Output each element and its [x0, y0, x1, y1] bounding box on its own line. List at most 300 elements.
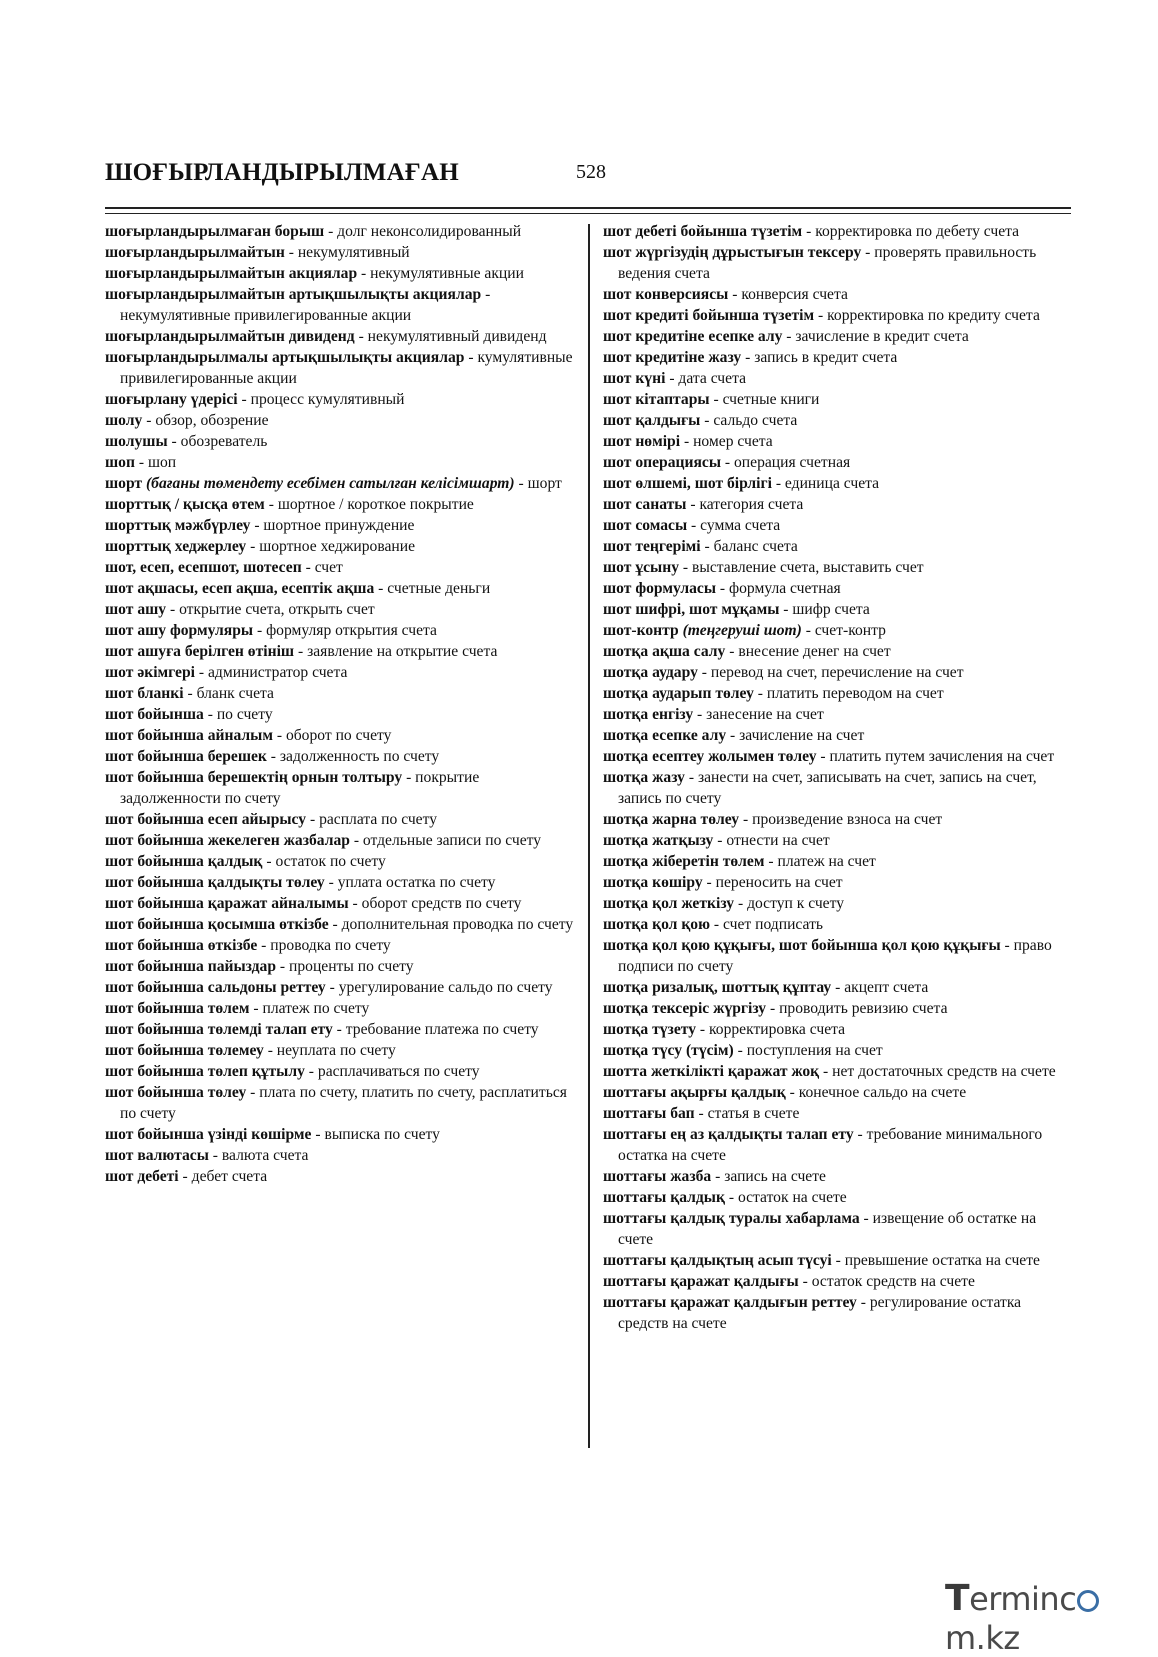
entry-separator: - — [481, 286, 491, 303]
logo-letter-t: T — [945, 1578, 970, 1619]
entry-separator: - — [250, 517, 264, 534]
entry-definition: корректировка по кредиту счета — [827, 307, 1040, 324]
entry-separator: - — [753, 685, 767, 702]
entry-term: шолу — [105, 412, 143, 429]
dictionary-entry — [603, 494, 1073, 515]
entry-definition: задолженность по счету — [279, 748, 440, 765]
entry-separator: - — [237, 391, 251, 408]
entry-term: шот кітаптары — [603, 391, 710, 408]
dictionary-entry — [105, 599, 575, 620]
entry-separator: - — [264, 496, 278, 513]
dictionary-entry — [603, 977, 1073, 998]
entry-term: шот шифрі, шот мұқамы — [603, 601, 780, 618]
dictionary-entry — [603, 599, 1073, 620]
entry-definition: доступ к счету — [747, 895, 845, 912]
dictionary-entry — [105, 935, 575, 956]
entry-definition: дополнительная проводка по счету — [341, 916, 574, 933]
entry-term: шот-контр — [603, 622, 679, 639]
entry-term: шот бойынша үзінді көшірме — [105, 1126, 312, 1143]
entry-definition: выписка по счету — [324, 1126, 440, 1143]
entry-term: шоғырландырылмайтын артықшылықты акциялар — [105, 286, 482, 303]
dictionary-entry — [603, 1082, 1073, 1103]
entry-definition: сумма счета — [700, 517, 781, 534]
entry-separator: - — [304, 1063, 318, 1080]
entry-separator: - — [697, 664, 711, 681]
entry-term: шот теңгерімі — [603, 538, 701, 555]
entry-separator: - — [246, 1084, 260, 1101]
entry-definition: формула счетная — [729, 580, 841, 597]
entry-definition: перевод на счет, перечисление на счет — [710, 664, 964, 681]
dictionary-entry — [105, 473, 575, 494]
dictionary-entry — [105, 389, 575, 410]
header-rule-thin — [105, 213, 1071, 214]
entry-term: шоттағы бап — [603, 1105, 695, 1122]
entry-separator: - — [266, 748, 280, 765]
entry-term: шорттық / қысқа өтем — [105, 496, 265, 513]
entry-definition: остаток средств на счете — [811, 1273, 975, 1290]
entry-definition: платить переводом на счет — [766, 685, 944, 702]
entry-definition: конверсия счета — [741, 286, 848, 303]
entry-separator: - — [856, 1294, 870, 1311]
entry-term: шотқа тексеріс жүргізу — [603, 1000, 767, 1017]
entry-definition: зачисление на счет — [739, 727, 865, 744]
dictionary-entry — [105, 1145, 575, 1166]
termincom-logo — [945, 1578, 1158, 1657]
entry-separator: - — [203, 706, 217, 723]
entry-term: шот формуласы — [603, 580, 717, 597]
dictionary-entry — [603, 809, 1073, 830]
entry-separator: - — [679, 559, 692, 576]
entry-separator: - — [716, 580, 730, 597]
entry-definition: уплата остатка по счету — [337, 874, 496, 891]
dictionary-entry — [603, 515, 1073, 536]
entry-separator: - — [284, 244, 298, 261]
entry-term: шотқа ризалық, шоттық құптау — [603, 979, 832, 996]
entry-separator: - — [721, 454, 734, 471]
entry-separator: - — [167, 433, 181, 450]
entry-definition: выставление счета, выставить счет — [692, 559, 924, 576]
entry-definition: операция счетная — [734, 454, 851, 471]
dictionary-entry — [603, 746, 1073, 767]
entry-term: шот бойынша төлемді талап ету — [105, 1021, 333, 1038]
entry-term: шотқа қол қою — [603, 916, 711, 933]
dictionary-entry — [105, 725, 575, 746]
entry-separator: - — [831, 1252, 845, 1269]
entry-separator: - — [301, 559, 315, 576]
entry-separator: - — [687, 517, 701, 534]
entry-definition: некумулятивный — [297, 244, 410, 261]
entry-term: шот ұсыну — [603, 559, 679, 576]
entry-separator: - — [249, 1000, 263, 1017]
dictionary-entry — [105, 977, 575, 998]
entry-definition: остаток по счету — [275, 853, 386, 870]
entry-definition: право подписи по счету — [618, 937, 1052, 975]
entry-separator: - — [684, 769, 698, 786]
dictionary-entry — [603, 221, 1073, 242]
entry-separator: - — [694, 1105, 708, 1122]
entry-separator: - — [324, 874, 338, 891]
dictionary-entry — [603, 536, 1073, 557]
entry-term: шот күні — [603, 370, 666, 387]
entry-term: шоп — [105, 454, 135, 471]
dictionary-entry — [603, 431, 1073, 452]
dictionary-entry — [105, 1019, 575, 1040]
dictionary-entry — [105, 662, 575, 683]
entry-term: шорттық хеджерлеу — [105, 538, 247, 555]
dictionary-entry — [603, 1187, 1073, 1208]
entry-separator: - — [262, 853, 276, 870]
entry-definition: проводка по счету — [270, 937, 391, 954]
entry-term: шот ақшасы, есеп ақша, есептік ақша — [105, 580, 375, 597]
entry-definition: шортное принуждение — [263, 517, 415, 534]
entry-term: шотқа ақша салу — [603, 643, 726, 660]
entry-term: шот бойынша — [105, 706, 204, 723]
dictionary-entry — [105, 620, 575, 641]
entry-separator: - — [328, 916, 342, 933]
entry-term: шотқа түзету — [603, 1021, 696, 1038]
entry-term: шотта жеткілікті қаражат жоқ — [603, 1063, 820, 1080]
entry-definition: администратор счета — [207, 664, 348, 681]
entry-separator: - — [325, 979, 339, 996]
entry-definition: по счету — [216, 706, 273, 723]
entry-term: шот ашу формуляры — [105, 622, 254, 639]
entry-separator: - — [306, 811, 320, 828]
entry-definition: сальдо счета — [713, 412, 798, 429]
entry-separator: - — [724, 1189, 738, 1206]
entry-definition: платеж на счет — [777, 853, 876, 870]
dictionary-entry — [603, 347, 1073, 368]
entry-term: шот нөмірі — [603, 433, 681, 450]
entry-separator: - — [263, 1042, 277, 1059]
dictionary-entry — [105, 1124, 575, 1145]
entry-definition: бланк счета — [196, 685, 274, 702]
entry-separator: - — [779, 601, 793, 618]
entry-separator: - — [294, 643, 308, 660]
entry-definition: шоп — [147, 454, 177, 471]
dictionary-entry — [603, 725, 1073, 746]
entry-separator: - — [801, 622, 815, 639]
entry-definition: превышение остатка на счете — [844, 1252, 1040, 1269]
entry-term: шоттағы қалдық — [603, 1189, 725, 1206]
entry-term: шотқа жарна төлеу — [603, 811, 740, 828]
dictionary-entry — [603, 1292, 1073, 1334]
entry-separator: - — [194, 664, 208, 681]
entry-term: шот бойынша есеп айырысу — [105, 811, 307, 828]
entry-separator: - — [710, 916, 724, 933]
entry-term: шоғырландырылмалы артықшылықты акциялар — [105, 349, 465, 366]
entry-separator: - — [332, 1021, 346, 1038]
entry-separator: - — [166, 601, 180, 618]
dictionary-entry — [105, 1166, 575, 1187]
entry-term: шот бойынша берешек — [105, 748, 267, 765]
dictionary-entry — [105, 557, 575, 578]
entry-definition: произведение взноса на счет — [752, 811, 943, 828]
entry-separator: - — [709, 391, 723, 408]
entry-definition: конечное сальдо на счете — [798, 1084, 967, 1101]
dictionary-entry — [105, 410, 575, 431]
dictionary-entry — [603, 578, 1073, 599]
entry-term: шотқа түсу (түсім) — [603, 1042, 734, 1059]
dictionary-entry — [603, 620, 1073, 641]
entry-term: шот валютасы — [105, 1147, 209, 1164]
entry-separator: - — [349, 832, 363, 849]
entry-definition: оборот средств по счету — [361, 895, 522, 912]
dictionary-entry — [603, 368, 1073, 389]
dictionary-entry — [603, 1271, 1073, 1292]
entry-definition: некумулятивный дивиденд — [367, 328, 547, 345]
entry-separator: - — [785, 1084, 799, 1101]
entry-note: (бағаны төмендету есебімен сатылған келісімшарт) — [142, 475, 515, 492]
entry-separator: - — [733, 1042, 747, 1059]
dictionary-entry — [105, 221, 575, 242]
entry-definition: обозреватель — [180, 433, 268, 450]
entry-definition: шифр счета — [792, 601, 870, 618]
entry-term: шот кредиті бойынша түзетім — [603, 307, 815, 324]
entry-definition: шортное хеджирование — [259, 538, 416, 555]
entry-separator: - — [725, 643, 739, 660]
dictionary-entry — [603, 305, 1073, 326]
entry-separator: - — [859, 1210, 873, 1227]
entry-term: шот бойынша төлем — [105, 1000, 250, 1017]
entry-term: шот бойынша пайыздар — [105, 958, 276, 975]
entry-definition: требование платежа по счету — [345, 1021, 539, 1038]
entry-definition: запись в кредит счета — [754, 349, 898, 366]
entry-definition: плата по счету, платить по счету, расплатиться по счету — [120, 1084, 567, 1122]
entry-definition: внесение денег на счет — [738, 643, 891, 660]
dictionary-entry — [603, 1208, 1073, 1250]
entry-definition: отдельные записи по счету — [362, 832, 542, 849]
entry-separator: - — [734, 895, 748, 912]
entry-term: шот кредитіне есепке алу — [603, 328, 783, 345]
dictionary-entry — [105, 830, 575, 851]
entry-separator: - — [798, 1273, 812, 1290]
entry-separator: - — [711, 1168, 725, 1185]
dictionary-entry — [105, 578, 575, 599]
dictionary-entry — [105, 452, 575, 473]
entry-definition: зачисление в кредит счета — [795, 328, 969, 345]
entry-term: шот бойынша қосымша өткізбе — [105, 916, 329, 933]
entry-separator: - — [700, 412, 714, 429]
entry-separator: - — [1000, 937, 1014, 954]
dictionary-entry — [603, 683, 1073, 704]
dictionary-entry — [105, 326, 575, 347]
dictionary-entry — [105, 1082, 575, 1124]
entry-term: шоғырландырылмайтын — [105, 244, 285, 261]
dictionary-entry — [105, 242, 575, 263]
entry-term: шоттағы қаражат қалдығын реттеу — [603, 1294, 857, 1311]
entry-definition: урегулирование сальдо по счету — [338, 979, 553, 996]
entry-separator: - — [354, 328, 368, 345]
entry-definition: номер счета — [693, 433, 773, 450]
entry-term: шолушы — [105, 433, 168, 450]
entry-term: шотқа аудару — [603, 664, 698, 681]
dictionary-entry — [603, 893, 1073, 914]
entry-separator: - — [134, 454, 148, 471]
entry-separator: - — [272, 727, 286, 744]
dictionary-entry — [105, 872, 575, 893]
entry-definition: запись на счете — [724, 1168, 826, 1185]
entry-definition: счет подписать — [723, 916, 823, 933]
entry-definition: дата счета — [678, 370, 746, 387]
entry-term: шотқа есепке алу — [603, 727, 727, 744]
entry-term: шотқа қол қою құқығы, шот бойынша қол қою құқығы — [603, 937, 1001, 954]
entry-separator: - — [726, 727, 740, 744]
dictionary-entry — [603, 662, 1073, 683]
entry-separator: - — [514, 475, 528, 492]
entry-definition: дебет счета — [191, 1168, 268, 1185]
entry-term: шоттағы ақырғы қалдық — [603, 1084, 786, 1101]
entry-definition: некумулятивные акции — [370, 265, 524, 282]
entry-separator: - — [464, 349, 478, 366]
dictionary-entry — [603, 473, 1073, 494]
entry-term: шорттық мәжбүрлеу — [105, 517, 251, 534]
entry-definition: занести на счет, записывать на счет, запись на счет, запись по счету — [618, 769, 1037, 807]
dictionary-entry — [105, 1061, 575, 1082]
dictionary-entry — [603, 935, 1073, 977]
entry-definition: неуплата по счету — [276, 1042, 396, 1059]
entry-definition: единица счета — [784, 475, 880, 492]
entry-separator: - — [348, 895, 362, 912]
dictionary-entry — [603, 452, 1073, 473]
entry-term: шот операциясы — [603, 454, 721, 471]
dictionary-entry — [105, 1040, 575, 1061]
entry-definition: занесение на счет — [706, 706, 824, 723]
right-column — [603, 221, 1073, 1334]
logo-text-end: m.kz — [945, 1619, 1020, 1657]
entry-definition: шорт — [527, 475, 562, 492]
dictionary-entry — [603, 872, 1073, 893]
entry-term: шот, есеп, есепшот, шотесеп — [105, 559, 302, 576]
entry-separator: - — [702, 874, 716, 891]
entry-separator: - — [253, 622, 267, 639]
page-title: ШОҒЫРЛАНДЫРЫЛМАҒАН — [105, 159, 459, 186]
entry-definition: отнести на счет — [726, 832, 830, 849]
entry-term: шот бойынша қалдықты төлеу — [105, 874, 325, 891]
entry-separator: - — [208, 1147, 222, 1164]
entry-term: шот ашуға берілген өтініш — [105, 643, 295, 660]
entry-separator: - — [680, 433, 694, 450]
entry-definition: процесс кумулятивный — [250, 391, 405, 408]
entry-definition: счет-контр — [814, 622, 886, 639]
dictionary-entry — [603, 704, 1073, 725]
dictionary-entry — [603, 1250, 1073, 1271]
entry-definition: счетные деньги — [387, 580, 491, 597]
entry-definition: долг неконсолидированный — [337, 223, 522, 240]
dictionary-entry — [105, 746, 575, 767]
entry-term: шот қалдығы — [603, 412, 701, 429]
entry-definition: нет достаточных средств на счете — [832, 1063, 1056, 1080]
entry-definition: извещение об остатке на счете — [618, 1210, 1037, 1248]
entry-term: шот бойынша өткізбе — [105, 937, 258, 954]
entry-separator: - — [257, 937, 271, 954]
entry-separator: - — [802, 223, 816, 240]
dictionary-entry — [603, 1124, 1073, 1166]
dictionary-entry — [105, 956, 575, 977]
dictionary-entry — [603, 242, 1073, 284]
header-rule-thick — [105, 207, 1071, 209]
entry-definition: платить путем зачисления на счет — [829, 748, 1055, 765]
entry-term: шот бойынша қаражат айналымы — [105, 895, 349, 912]
entry-separator: - — [276, 958, 289, 975]
entry-term: шоғырлану үдерісі — [105, 391, 238, 408]
entry-term: шот өлшемі, шот бірлігі — [603, 475, 772, 492]
dictionary-entry — [105, 998, 575, 1019]
entry-term: шот санаты — [603, 496, 687, 513]
entry-separator: - — [771, 475, 785, 492]
entry-separator: - — [374, 580, 388, 597]
entry-term: шот сомасы — [603, 517, 688, 534]
entry-separator: - — [739, 811, 753, 828]
entry-definition: акцепт счета — [844, 979, 929, 996]
entry-separator: - — [764, 853, 778, 870]
entry-separator: - — [402, 769, 416, 786]
entry-term: шот бойынша берешектің орнын толтыру — [105, 769, 403, 786]
entry-definition: расплачиваться по счету — [317, 1063, 480, 1080]
entry-term: шорт — [105, 475, 143, 492]
dictionary-entry — [105, 536, 575, 557]
entry-separator: - — [178, 1168, 192, 1185]
dictionary-entry — [105, 893, 575, 914]
dictionary-entry — [603, 641, 1073, 662]
entry-term: шоттағы жазба — [603, 1168, 712, 1185]
dictionary-entry — [603, 1019, 1073, 1040]
dictionary-entry — [105, 494, 575, 515]
entry-term: шот дебеті бойынша түзетім — [603, 223, 803, 240]
entry-term: шоттағы қалдық туралы хабарлама — [603, 1210, 860, 1227]
entry-separator: - — [713, 832, 727, 849]
entry-term: шот бойынша жекелеген жазбалар — [105, 832, 350, 849]
entry-term: шоғырландырылмаған борыш — [105, 223, 325, 240]
entry-term: шоғырландырылмайтын акциялар — [105, 265, 358, 282]
entry-note: (теңгеруші шот) — [678, 622, 802, 639]
entry-term: шот бойынша төлемеу — [105, 1042, 264, 1059]
entry-definition: проценты по счету — [289, 958, 414, 975]
entry-separator: - — [693, 706, 707, 723]
entry-separator: - — [831, 979, 845, 996]
entry-separator: - — [311, 1126, 325, 1143]
dictionary-entry — [603, 410, 1073, 431]
entry-separator: - — [728, 286, 742, 303]
entry-definition: проверять правильность ведения счета — [618, 244, 1037, 282]
entry-term: шотқа жатқызу — [603, 832, 714, 849]
entry-separator: - — [782, 328, 796, 345]
dictionary-entry — [603, 284, 1073, 305]
dictionary-entry — [105, 809, 575, 830]
entry-term: шот бойынша қалдық — [105, 853, 263, 870]
dictionary-entry — [603, 998, 1073, 1019]
globe-icon — [1077, 1590, 1099, 1612]
entry-separator: - — [357, 265, 371, 282]
entry-term: шотқа жіберетін төлем — [603, 853, 765, 870]
entry-term: шот дебеті — [105, 1168, 179, 1185]
entry-definition: шортное / короткое покрытие — [277, 496, 474, 513]
dictionary-entry — [603, 1040, 1073, 1061]
dictionary-entry — [105, 683, 575, 704]
entry-separator: - — [853, 1126, 867, 1143]
entry-separator: - — [741, 349, 755, 366]
entry-separator: - — [183, 685, 197, 702]
page-number: 528 — [576, 161, 606, 183]
entry-definition: требование минимального остатка на счете — [618, 1126, 1043, 1164]
entry-term: шотқа енгізу — [603, 706, 694, 723]
dictionary-entry — [603, 1166, 1073, 1187]
dictionary-entry — [105, 263, 575, 284]
dictionary-entry — [603, 557, 1073, 578]
entry-definition: валюта счета — [221, 1147, 309, 1164]
entry-definition: кумулятивные привилегированные акции — [120, 349, 573, 387]
entry-definition: корректировка счета — [709, 1021, 846, 1038]
column-divider — [588, 224, 590, 1448]
